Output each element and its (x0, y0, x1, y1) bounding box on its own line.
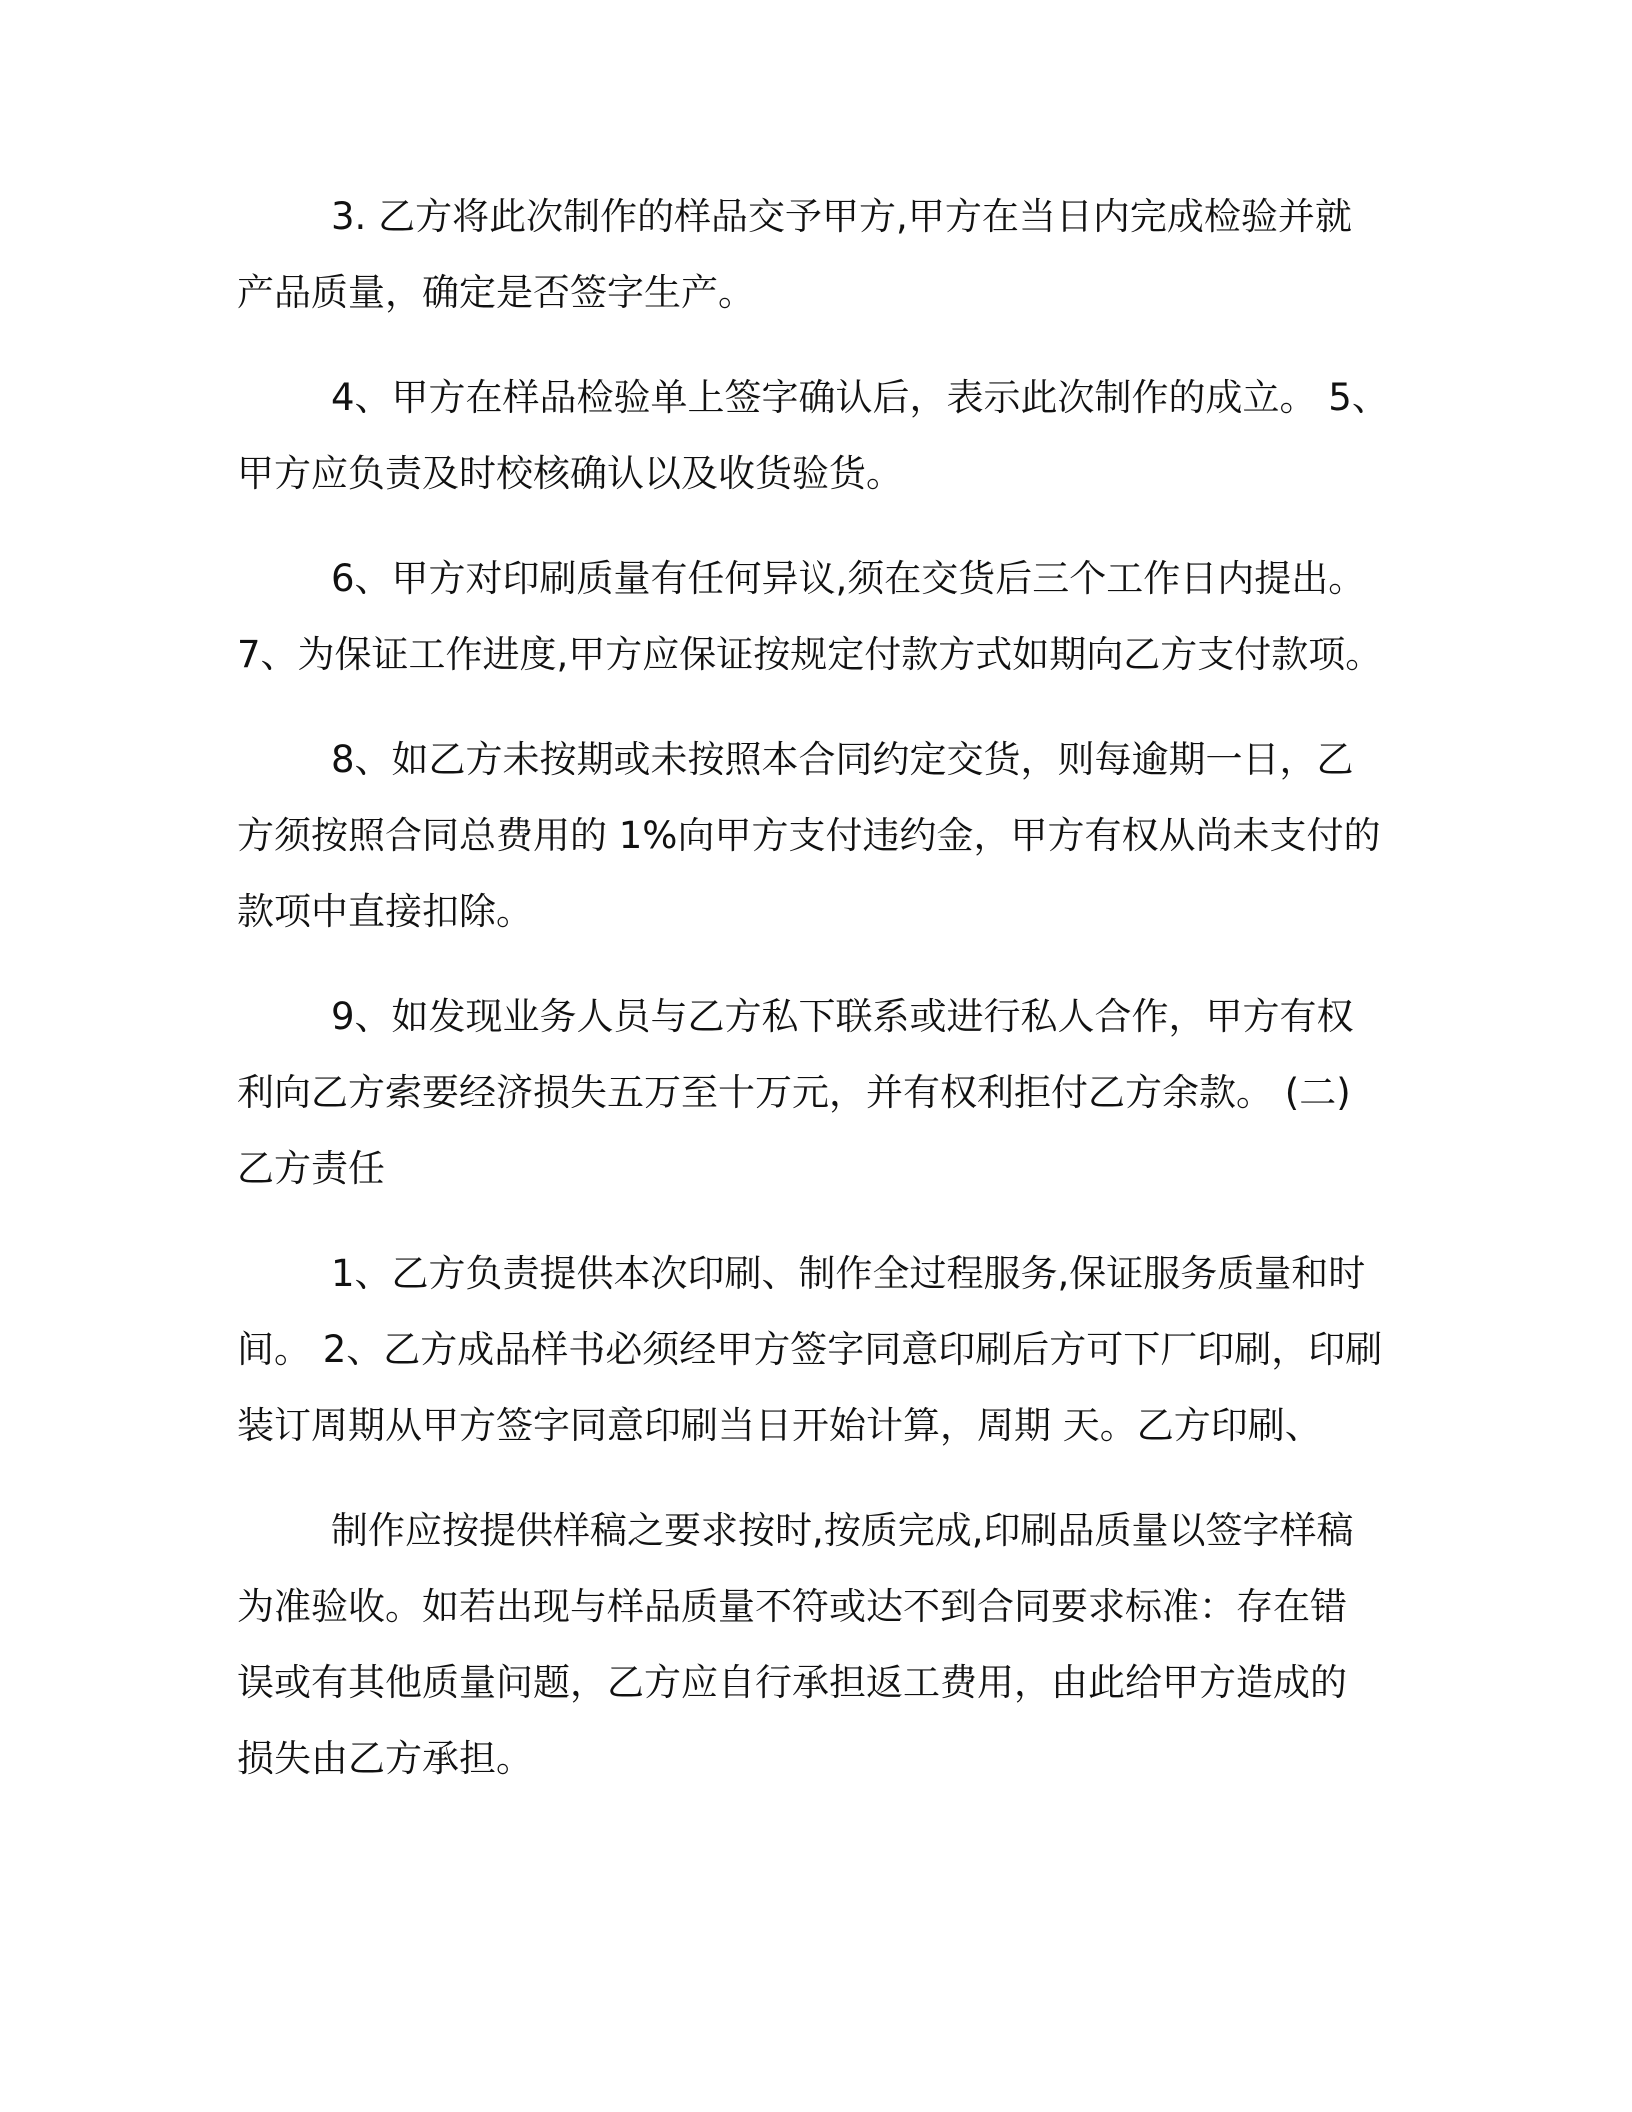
text-line: 损失由乙方承担。 (237, 1737, 533, 1780)
paragraph-clause-6-7 (237, 541, 1417, 693)
text-line: 款项中直接扣除。 (237, 890, 533, 933)
paragraph-clause-9 (237, 979, 1417, 1207)
text-line: 为准验收。如若出现与样品质量不符或达不到合同要求标准：存在错 (237, 1585, 1347, 1628)
paragraph-party-b-clause-1-2 (237, 1236, 1417, 1464)
text-line: 利向乙方索要经济损失五万至十万元，并有权利拒付乙方余款。 (二) (237, 1071, 1351, 1114)
paragraph-quality-acceptance (237, 1493, 1417, 1797)
text-line: 6、甲方对印刷质量有任何异议,须在交货后三个工作日内提出。 (331, 557, 1366, 600)
paragraph-clause-8 (237, 722, 1417, 950)
text-line: 乙方责任 (237, 1147, 385, 1190)
text-line: 8、如乙方未按期或未按照本合同约定交货，则每逾期一日，乙 (331, 738, 1354, 781)
text-line: 4、甲方在样品检验单上签字确认后，表示此次制作的成立。 5、 (331, 376, 1389, 419)
text-line: 误或有其他质量问题，乙方应自行承担返工费用，由此给甲方造成的 (237, 1661, 1347, 1704)
text-line: 1、乙方负责提供本次印刷、制作全过程服务,保证服务质量和时 (331, 1252, 1366, 1295)
text-line: 制作应按提供样稿之要求按时,按质完成,印刷品质量以签字样稿 (331, 1509, 1354, 1552)
document-body (237, 179, 1417, 1826)
text-line: 间。 2、乙方成品样书必须经甲方签字同意印刷后方可下厂印刷，印刷 (237, 1328, 1383, 1371)
paragraph-clause-3 (237, 179, 1417, 331)
text-line: 7、为保证工作进度,甲方应保证按规定付款方式如期向乙方支付款项。 (237, 633, 1383, 676)
text-line: 3. 乙方将此次制作的样品交予甲方,甲方在当日内完成检验并就 (331, 195, 1352, 238)
text-line: 产品质量，确定是否签字生产。 (237, 271, 755, 314)
text-line: 方须按照合同总费用的 1%向甲方支付违约金，甲方有权从尚未支付的 (237, 814, 1381, 857)
text-line: 装订周期从甲方签字同意印刷当日开始计算，周期 天。乙方印刷、 (237, 1404, 1322, 1447)
paragraph-clause-4-5 (237, 360, 1417, 512)
text-line: 甲方应负责及时校核确认以及收货验货。 (237, 452, 903, 495)
text-line: 9、如发现业务人员与乙方私下联系或进行私人合作，甲方有权 (331, 995, 1354, 1038)
